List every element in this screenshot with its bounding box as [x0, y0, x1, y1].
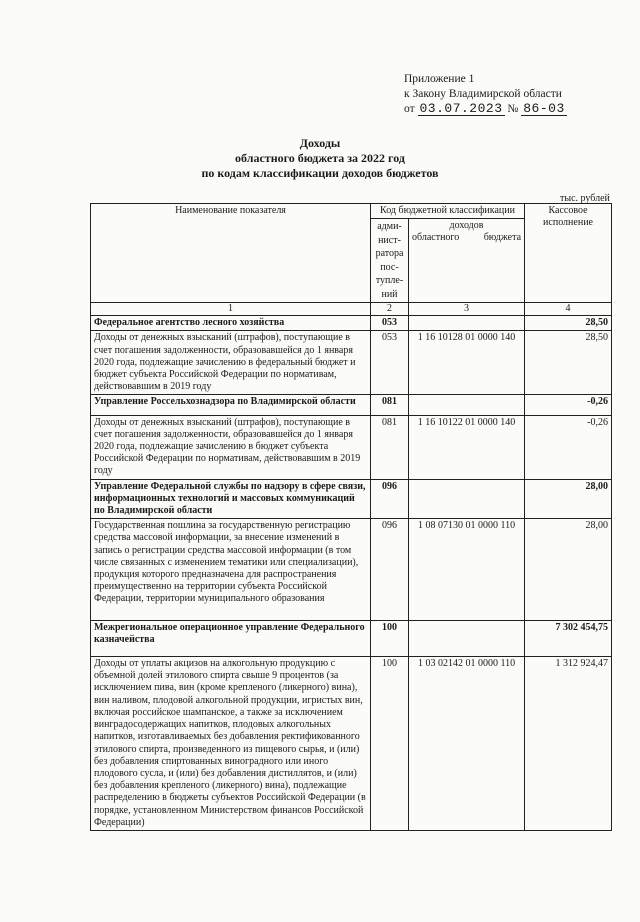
row-admin-code: 081 [371, 395, 409, 415]
section-row [91, 395, 612, 415]
appendix-title: Приложение 1 [404, 73, 475, 85]
units-label: тыс. рублей [560, 193, 610, 204]
row-income-code: 1 03 02142 01 0000 110 [409, 657, 525, 831]
from-label: от [404, 103, 415, 115]
row-amount: -0,26 [525, 395, 612, 415]
row-income-code [409, 316, 525, 331]
header-row-1 [91, 204, 612, 219]
header-income-word-1: областного [412, 232, 460, 244]
income-row [91, 519, 612, 620]
header-cash: Кассовое исполнение [525, 204, 612, 303]
row-name: Государственная пошлина за государственную регистрацию средства массовой информации, за внесение изменений в запись о регистрации средства массовой информации (в том числе связанных с изменением тематики или специализации), продукция которого предназначена для распространения преимущественно на территории субъекта Российской Федерации, территории муниципального образования [91, 519, 371, 620]
row-amount: 28,00 [525, 519, 612, 620]
row-amount: 1 312 924,47 [525, 657, 612, 831]
row-income-code [409, 620, 525, 656]
header-income-line-2 [412, 232, 521, 244]
header-income [409, 219, 525, 303]
budget-table [90, 203, 612, 831]
law-number: 86-03 [523, 101, 565, 116]
header-admin: адми-нист-ратора пос-тупле-ний [371, 219, 409, 303]
row-admin-code: 081 [371, 415, 409, 479]
row-amount: 28,50 [525, 316, 612, 331]
title-line-3: по кодам классификации доходов бюджетов [201, 166, 439, 180]
row-name: Управление Федеральной службы по надзору в сфере связи, информационных технологий и массовых коммуникаций по Владимирской области [91, 479, 371, 519]
appendix-law: к Закону Владимирской области [404, 88, 562, 100]
column-number: 3 [409, 303, 525, 316]
row-amount: 28,50 [525, 331, 612, 395]
row-income-code [409, 479, 525, 519]
appendix-header [404, 72, 567, 117]
row-amount: 7 302 454,75 [525, 620, 612, 656]
row-income-code [409, 395, 525, 415]
title-line-2: областного бюджета за 2022 год [235, 151, 405, 165]
column-numbers-row [91, 303, 612, 316]
row-amount: -0,26 [525, 415, 612, 479]
row-admin-code: 053 [371, 316, 409, 331]
row-admin-code: 100 [371, 657, 409, 831]
appendix-date-line [404, 102, 567, 117]
row-admin-code: 096 [371, 519, 409, 620]
section-row [91, 316, 612, 331]
document-title [0, 136, 640, 181]
row-amount: 28,00 [525, 479, 612, 519]
income-row [91, 331, 612, 395]
row-name: Доходы от денежных взысканий (штрафов), поступающие в счет погашения задолженности, образовавшейся до 1 января 2020 года, подлежащие зачислению в федеральный бюджет и бюджет субъекта Российской Федерации по нормативам, действовавшим в 2019 году [91, 331, 371, 395]
number-label: № [507, 103, 519, 115]
row-income-code: 1 16 10128 01 0000 140 [409, 331, 525, 395]
section-row [91, 620, 612, 656]
row-name: Доходы от денежных взысканий (штрафов), поступающие в счет погашения задолженности, образовавшейся до 1 января 2020 года, подлежащие зачислению в бюджет субъекта Российской Федерации по нормативам, действовавшим в 2019 году [91, 415, 371, 479]
column-number: 2 [371, 303, 409, 316]
header-code-group: Код бюджетной классификации [371, 204, 525, 219]
income-row [91, 657, 612, 831]
law-date: 03.07.2023 [419, 101, 503, 116]
row-admin-code: 100 [371, 620, 409, 656]
column-number: 4 [525, 303, 612, 316]
header-income-line-1: доходов [449, 220, 484, 232]
row-name: Управление Россельхознадзора по Владимирской области [91, 395, 371, 415]
row-income-code: 1 08 07130 01 0000 110 [409, 519, 525, 620]
row-name: Федеральное агентство лесного хозяйства [91, 316, 371, 331]
column-number: 1 [91, 303, 371, 316]
row-admin-code: 053 [371, 331, 409, 395]
header-income-word-2: бюджета [483, 232, 522, 244]
row-admin-code: 096 [371, 479, 409, 519]
header-name: Наименование показателя [91, 204, 371, 303]
title-line-1: Доходы [299, 136, 341, 150]
row-income-code: 1 16 10122 01 0000 140 [409, 415, 525, 479]
row-name: Межрегиональное операционное управление Федерального казначейства [91, 620, 371, 656]
row-name: Доходы от уплаты акцизов на алкогольную продукцию с объемной долей этилового спирта свыше 9 процентов (за исключением пива, вин (кроме крепленого (ликерного) вина), вин наливом, плодовой алкогольной продукции, игристых вин, включая российское шампанское, а также за исключением винградосодержащих напитков, плодовых алкогольных напитков, изготавливаемых без добавления ректификованного этилового спирта, произведенного из пищевого сырья, и (или) без добавления спиртованных виноградного или иного плодового сусла, и (или) без добавления дистиллятов, и (или) без добавления крепленого (ликерного) вина), подлежащие распределению в бюджеты субъектов Российской Федерации (в порядке, установленном Министерством финансов Российской Федерации) [91, 657, 371, 831]
income-row [91, 415, 612, 479]
section-row [91, 479, 612, 519]
